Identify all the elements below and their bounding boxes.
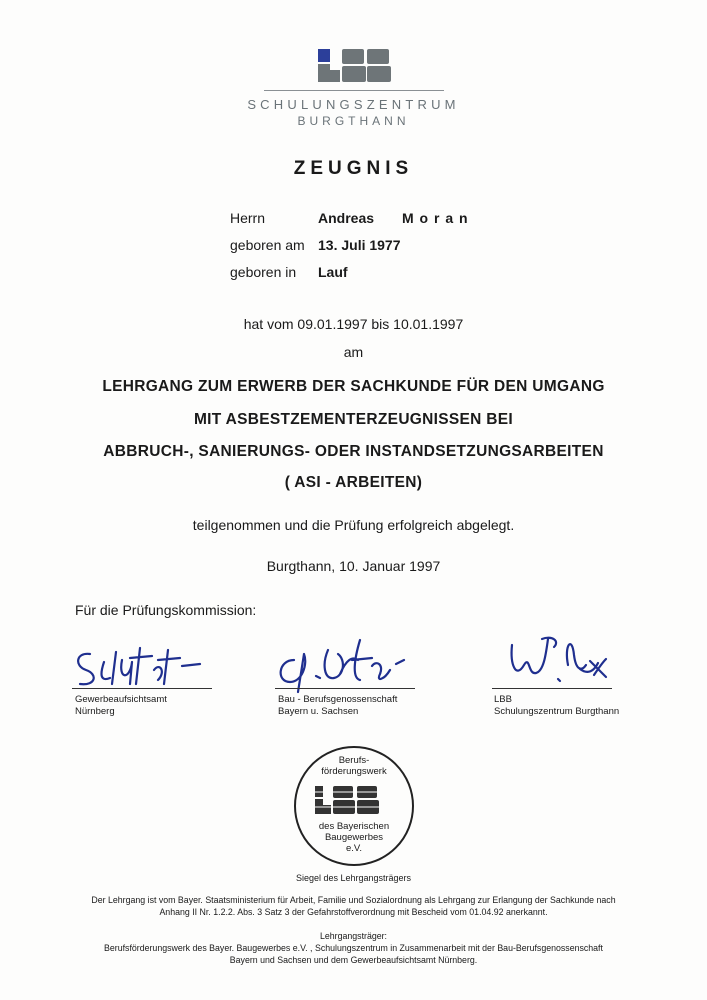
born-place-label: geboren in	[230, 264, 297, 280]
signature-2-label: Bau - Berufsgenossenschaft Bayern u. Sachsen	[278, 694, 398, 717]
course-line-4: ( ASI - ARBEITEN)	[284, 474, 423, 491]
am-text: am	[343, 344, 364, 360]
seal-bottom-3: e.V.	[345, 843, 363, 854]
seal	[293, 745, 415, 867]
first-name: Andreas	[318, 210, 375, 226]
salutation-label: Herrn	[230, 210, 266, 226]
seal-top-1: Berufs-	[338, 755, 370, 766]
document-title: ZEUGNIS	[293, 158, 414, 179]
seal-caption: Siegel des Lehrgangsträgers	[295, 873, 412, 883]
result-text: teilgenommen und die Prüfung erfolgreich abgelegt.	[192, 517, 515, 533]
seal-top-2: förderungswerk	[321, 766, 387, 777]
course-line-3: ABBRUCH-, SANIERUNGS- ODER INSTANDSETZUNGSARBEITEN	[103, 443, 604, 460]
logo-line1: SCHULUNGSZENTRUM	[247, 97, 460, 112]
commission-label: Für die Prüfungskommission:	[75, 602, 257, 618]
period-text: hat vom 09.01.1997 bis 10.01.1997	[243, 316, 464, 332]
signature-1-label: Gewerbeaufsichtsamt Nürnberg	[75, 694, 167, 717]
born-date: 13. Juli 1977	[318, 237, 401, 253]
seal-bottom-1: des Bayerischen	[318, 821, 390, 832]
signature-3-label: LBB Schulungszentrum Burgthann	[494, 694, 620, 717]
footer-statement: Der Lehrgang ist vom Bayer. Staatsministerium für Arbeit, Familie und Sozialordnung als Lehrgang zur Erlangung der Sachkunde nach Anhang II Nr. 1.2.2. Abs. 3 Satz 3 der Gefahrstoffverordnung mit Bescheid vom 01.04.92 anerkannt.	[91, 895, 616, 917]
course-line-1: LEHRGANG ZUM ERWERB DER SACHKUNDE FÜR DEN UMGANG	[102, 378, 605, 395]
born-place: Lauf	[318, 264, 348, 280]
lbb-logo-icon	[316, 48, 392, 84]
born-date-label: geboren am	[230, 237, 305, 253]
last-name: M o r a n	[402, 210, 469, 226]
logo	[0, 48, 707, 128]
course-line-2: MIT ASBESTZEMENTERZEUGNISSEN BEI	[193, 411, 514, 428]
place-date: Burgthann, 10. Januar 1997	[266, 558, 441, 574]
footer-carrier: Lehrgangsträger: Berufsförderungswerk des Bayer. Baugewerbes e.V. , Schulungszentrum in Zusammenarbeit mit der Bau-Berufsgenossenschaft Bayern und Sachsen und dem Gewerbeaufsichtsamt Nürnberg.	[104, 931, 603, 965]
signature-3-icon	[502, 625, 612, 691]
seal-bottom-2: Baugewerbes	[324, 832, 384, 843]
logo-line2: BURGTHANN	[297, 114, 410, 128]
